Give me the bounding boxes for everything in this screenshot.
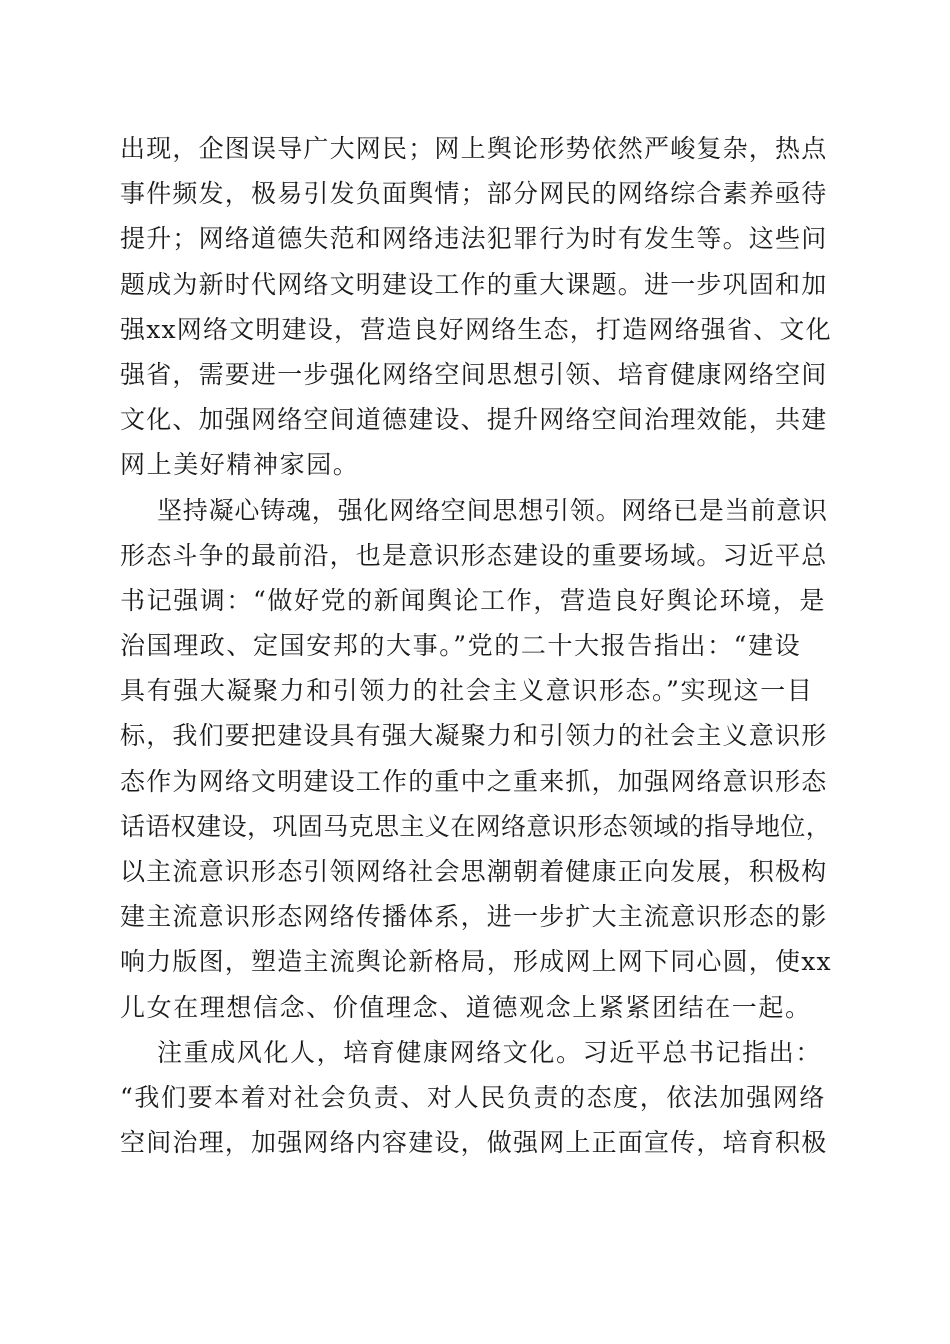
text-line: 以主流意识形态引领网络社会思潮朝着健康正向发展，积极构: [120, 857, 828, 886]
text-line: 儿女在理想信念、价值理念、道德观念上紧紧团结在一起。: [120, 992, 812, 1022]
text-line: 话语权建设，巩固马克思主义在网络意识形态领域的指导地位，: [120, 811, 832, 841]
text-line: 网上美好精神家园。: [120, 450, 360, 480]
paragraph: [120, 126, 830, 488]
text-line: 文化、加强网络空间道德建设、提升网络空间治理效能，共建: [120, 405, 828, 435]
text-line: 出现，企图误导广大网民；网上舆论形势依然严峻复杂，热点: [120, 134, 828, 163]
text-line: 题成为新时代网络文明建设工作的重大课题。进一步巩固和加: [120, 269, 828, 299]
paragraph: [120, 488, 830, 1030]
text-line: 建主流意识形态网络传播体系，进一步扩大主流意识形态的影: [120, 902, 828, 932]
text-line: 形态斗争的最前沿，也是意识形态建设的重要场域。习近平总: [120, 540, 828, 570]
text-line: 标，我们要把建设具有强大凝聚力和引领力的社会主义意识形: [120, 721, 828, 751]
text-line: 事件频发，极易引发负面舆情；部分网民的网络综合素养亟待: [120, 179, 828, 209]
paragraph: [120, 1030, 830, 1166]
text-line: 响力版图，塑造主流舆论新格局，形成网上网下同心圆，使xx: [120, 947, 832, 977]
text-line: 强省，需要进一步强化网络空间思想引领、培育健康网络空间: [120, 359, 828, 389]
text-line: 提升；网络道德失范和网络违法犯罪行为时有发生等。这些问: [120, 224, 828, 254]
text-line: “我们要本着对社会负责、对人民负责的态度，依法加强网络: [120, 1082, 826, 1112]
text-line: 坚持凝心铸魂，强化网络空间思想引领。网络已是当前意识: [157, 495, 828, 525]
text-line: 注重成风化人，培育健康网络文化。习近平总书记指出：: [157, 1037, 823, 1067]
document-body: [120, 126, 830, 1165]
text-line: 空间治理，加强网络内容建设，做强网上正面宣传，培育积极: [120, 1128, 828, 1158]
text-line: 强xx网络文明建设，营造良好网络生态，打造网络强省、文化: [120, 314, 832, 344]
text-line: 态作为网络文明建设工作的重中之重来抓，加强网络意识形态: [120, 766, 828, 796]
text-line: 书记强调：“做好党的新闻舆论工作，营造良好舆论环境，是: [120, 585, 826, 615]
text-line: 具有强大凝聚力和引领力的社会主义意识形态。”实现这一目: [120, 676, 814, 706]
text-line: 治国理政、定国安邦的大事。”党的二十大报告指出：“建设: [120, 631, 802, 661]
